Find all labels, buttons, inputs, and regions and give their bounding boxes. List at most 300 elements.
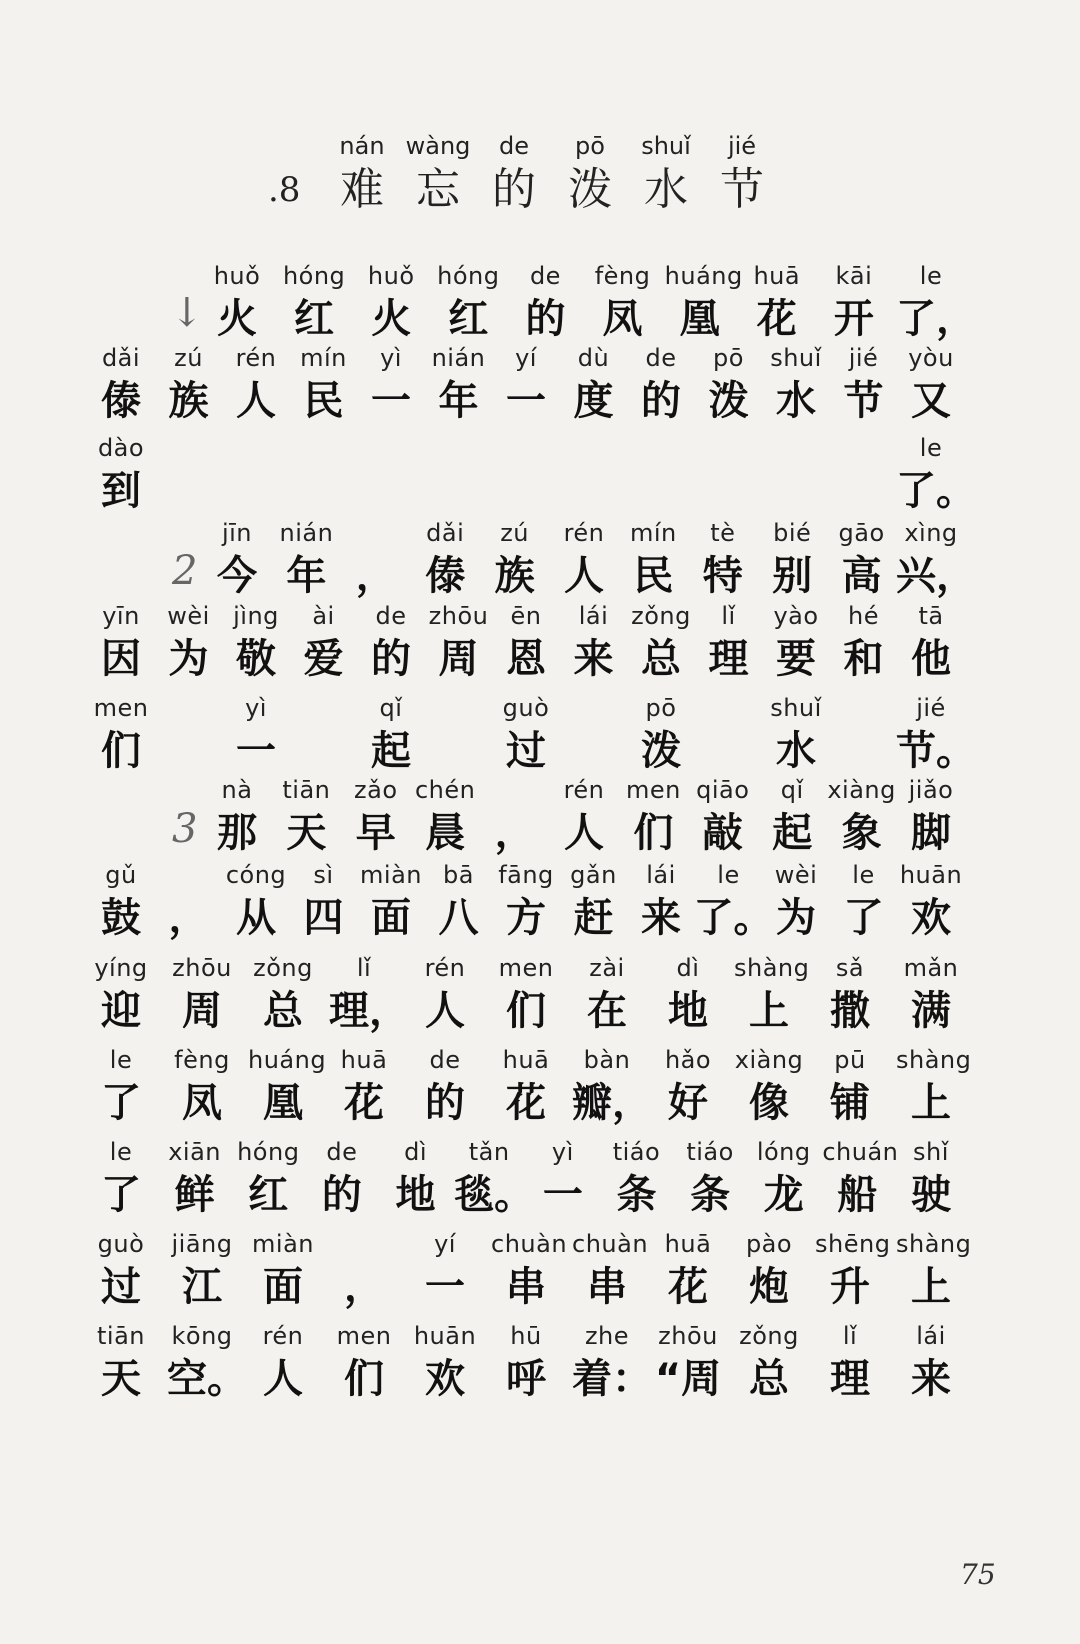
pinyin: lái [578, 602, 609, 630]
hanzi: 敬 [236, 636, 276, 682]
char-cell [356, 857, 426, 943]
char-cell [822, 1134, 899, 1220]
title-char [704, 130, 780, 218]
pinyin: le [919, 262, 943, 290]
pinyin: wèi [774, 861, 818, 889]
char-cell [896, 1134, 966, 1220]
pinyin: gāo [838, 519, 885, 547]
hanzi: 度 [573, 378, 614, 424]
hanzi: ， [168, 895, 209, 941]
pinyin: chuán [822, 1138, 899, 1166]
pinyin: xiān [168, 1138, 222, 1166]
char-cell [480, 772, 550, 858]
title-hanzi: 难 [340, 164, 384, 215]
hanzi: 兴， [896, 553, 976, 599]
char-cell [896, 340, 966, 426]
text-line [92, 515, 976, 599]
char-cell [341, 772, 411, 858]
hanzi: 江 [182, 1264, 222, 1310]
hanzi: 傣 [101, 378, 141, 424]
pinyin: dǎi [426, 519, 465, 547]
pinyin: yīn [102, 602, 140, 630]
hanzi: 要 [776, 636, 816, 682]
hanzi: 花 [344, 1080, 384, 1126]
char-cell [626, 340, 696, 426]
char-cell [279, 258, 349, 344]
hanzi: 驶 [911, 1172, 951, 1218]
pinyin: hǎo [664, 1046, 712, 1074]
pinyin: chuàn [491, 1230, 568, 1258]
pinyin: huān [899, 861, 963, 889]
char-cell [618, 772, 688, 858]
char-cell [896, 950, 966, 1036]
hanzi: 泼 [641, 728, 681, 774]
pinyin: kōng [171, 1322, 233, 1350]
char-cell [154, 598, 224, 684]
pinyin: mín [300, 344, 347, 372]
char-cell [757, 515, 827, 601]
pinyin: rén [235, 344, 277, 372]
char-cell [827, 515, 897, 601]
pinyin: cóng [225, 861, 287, 889]
title-pinyin: wàng [405, 132, 471, 160]
char-cell [86, 598, 156, 684]
pinyin: shàng [896, 1046, 972, 1074]
hanzi: 人 [263, 1356, 303, 1402]
pinyin: kāi [835, 262, 873, 290]
hanzi: 好 [668, 1080, 708, 1126]
hanzi: 脚 [911, 810, 951, 856]
char-cell [491, 1226, 568, 1312]
char-cell [356, 258, 426, 344]
hanzi: 理 [830, 1356, 870, 1402]
hanzi: 理 [708, 636, 749, 682]
pinyin: guò [502, 694, 550, 722]
hanzi: 欢 [911, 895, 951, 941]
hanzi: 水 [776, 378, 816, 424]
char-cell [248, 1226, 318, 1312]
text-line [92, 857, 963, 941]
pinyin: dào [97, 434, 145, 462]
char-cell [626, 857, 696, 943]
char-cell [829, 857, 899, 943]
char-cell [289, 340, 359, 426]
char-cell [410, 1318, 480, 1404]
char-cell [626, 690, 696, 776]
hanzi: 的 [641, 378, 681, 424]
char-cell [815, 1042, 885, 1128]
title-hanzi: 节 [720, 164, 764, 215]
pinyin: qiāo [696, 776, 750, 804]
hanzi: 敲 [702, 810, 743, 856]
pinyin: yào [773, 602, 819, 630]
hanzi: 他 [911, 636, 951, 682]
pinyin: de [429, 1046, 461, 1074]
char-cell [329, 950, 409, 1036]
char-cell [86, 950, 156, 1036]
char-cell [549, 515, 619, 601]
hanzi: 周 [182, 988, 222, 1034]
title-hanzi: 的 [492, 164, 536, 215]
hanzi: 民 [633, 553, 674, 599]
pinyin: tiáo [686, 1138, 734, 1166]
hanzi: 了， [896, 296, 976, 342]
char-cell [356, 690, 426, 776]
pinyin: hé [848, 602, 879, 630]
text-line [92, 598, 952, 682]
pinyin: hū [510, 1322, 542, 1350]
hanzi: 了 [101, 1172, 141, 1218]
title-pinyin: nán [339, 132, 385, 160]
pinyin: yíng [94, 954, 148, 982]
pinyin: pō [645, 694, 677, 722]
char-cell [896, 430, 976, 516]
text-line [92, 1226, 972, 1310]
char-cell [528, 1134, 598, 1220]
char-cell [688, 515, 758, 601]
char-cell [742, 258, 812, 344]
char-cell [341, 515, 411, 601]
hanzi: 的 [371, 636, 411, 682]
pinyin: tiān [97, 1322, 145, 1350]
pinyin: lái [646, 861, 676, 889]
pinyin: hóng [237, 1138, 300, 1166]
text-line [92, 690, 976, 774]
pinyin: shàng [734, 954, 810, 982]
char-cell [572, 950, 642, 1036]
pinyin: fèng [174, 1046, 230, 1074]
char-cell [491, 690, 561, 776]
char-cell [827, 772, 897, 858]
pinyin: men [336, 1322, 392, 1350]
title-hanzi: 忘 [416, 164, 460, 215]
pinyin: pō [713, 344, 744, 372]
pinyin [480, 772, 550, 808]
char-cell [819, 258, 889, 344]
pinyin: lǐ [356, 954, 372, 982]
char-cell [86, 1226, 156, 1312]
pinyin: ài [312, 602, 335, 630]
hanzi: ， [344, 1264, 384, 1310]
char-cell [86, 1134, 156, 1220]
pinyin: dù [577, 344, 610, 372]
pinyin: huā [340, 1046, 388, 1074]
pinyin: jiǎo [908, 776, 954, 804]
hanzi: 们 [506, 988, 546, 1034]
char-cell [734, 1042, 804, 1128]
pinyin: yì [380, 344, 402, 372]
lesson-title [0, 130, 1080, 230]
lesson-number: .8 [268, 170, 301, 210]
title-pinyin: jié [727, 132, 757, 160]
hanzi: 上 [749, 988, 789, 1034]
hanzi: 的 [425, 1080, 465, 1126]
char-cell [329, 1226, 399, 1312]
hanzi: 傣 [425, 553, 466, 599]
char-cell [154, 857, 224, 943]
pinyin: qǐ [780, 776, 804, 804]
hanzi: 节 [843, 378, 884, 424]
pinyin: le [717, 861, 740, 889]
hanzi: 总 [749, 1356, 789, 1402]
char-cell [815, 1226, 891, 1312]
char-cell [154, 340, 224, 426]
hanzi: 在 [587, 988, 627, 1034]
hanzi: 人 [564, 810, 604, 856]
hanzi: 因 [101, 636, 141, 682]
pinyin: huā [664, 1230, 712, 1258]
hanzi: 方 [506, 895, 546, 941]
pinyin: bié [773, 519, 812, 547]
pinyin: fèng [594, 262, 651, 290]
char-cell [410, 772, 480, 858]
text-line [92, 340, 954, 424]
pinyin: pào [745, 1230, 793, 1258]
pinyin: de [645, 344, 677, 372]
hanzi: 面 [371, 895, 411, 941]
pinyin: zǒng [253, 954, 313, 982]
char-cell [572, 1318, 652, 1404]
hanzi: 凰 [263, 1080, 303, 1126]
hanzi: 花 [506, 1080, 546, 1126]
pinyin: huǒ [367, 262, 415, 290]
hanzi: ， [355, 553, 396, 599]
pinyin: men [93, 694, 149, 722]
pinyin: lóng [756, 1138, 811, 1166]
hanzi: 从 [236, 895, 276, 941]
pinyin: chuàn [572, 1230, 649, 1258]
pinyin: mǎn [903, 954, 959, 982]
margin-mark-2: 2 [172, 548, 198, 594]
pinyin: jìng [233, 602, 279, 630]
char-cell [694, 340, 764, 426]
pinyin: zhōu [428, 602, 489, 630]
hanzi: 们 [344, 1356, 384, 1402]
pinyin: sì [313, 861, 334, 889]
hanzi: 鲜 [174, 1172, 215, 1218]
pinyin [341, 515, 411, 551]
pinyin: miàn [360, 861, 422, 889]
char-cell [510, 258, 580, 344]
pinyin: tè [710, 519, 736, 547]
hanzi: 满 [911, 988, 951, 1034]
hanzi: 地 [395, 1172, 436, 1218]
char-cell [559, 340, 629, 426]
char-cell [329, 1318, 399, 1404]
pinyin: fāng [498, 861, 554, 889]
hanzi: 水 [776, 728, 816, 774]
hanzi: 龙 [763, 1172, 804, 1218]
text-line [92, 1042, 972, 1126]
pinyin: shǐ [913, 1138, 949, 1166]
title-pinyin: pō [575, 132, 605, 160]
title-pinyin: shuǐ [641, 132, 691, 160]
hanzi: 高 [841, 553, 882, 599]
title-pinyin: de [499, 132, 529, 160]
hanzi: 火 [371, 296, 412, 342]
hanzi: 花 [756, 296, 797, 342]
hanzi: 象 [841, 810, 882, 856]
char-cell [693, 857, 774, 943]
pinyin: ēn [510, 602, 542, 630]
hanzi: 民 [303, 378, 344, 424]
hanzi: 为 [168, 636, 209, 682]
char-cell [761, 857, 831, 943]
char-cell [588, 258, 658, 344]
pinyin: bàn [583, 1046, 631, 1074]
hanzi: 了 [843, 895, 884, 941]
char-cell [896, 1226, 972, 1312]
char-cell [410, 1042, 480, 1128]
pinyin: lǐ [721, 602, 736, 630]
hanzi: 一 [236, 728, 276, 774]
char-cell [734, 1226, 804, 1312]
title-hanzi: 水 [644, 164, 688, 215]
char-cell [761, 690, 831, 776]
hanzi: 红 [448, 296, 489, 342]
char-cell [896, 772, 966, 858]
pinyin: xiàng [827, 776, 896, 804]
hanzi: 上 [911, 1080, 951, 1126]
char-cell [289, 857, 359, 943]
pinyin: le [109, 1138, 133, 1166]
hanzi: 面 [263, 1264, 303, 1310]
pinyin: tā [918, 602, 944, 630]
char-cell [221, 690, 291, 776]
hanzi: 的 [525, 296, 566, 342]
char-cell [248, 950, 318, 1036]
pinyin: wèi [167, 602, 210, 630]
pinyin: chén [414, 776, 476, 804]
char-cell [601, 1134, 671, 1220]
hanzi: 的 [321, 1172, 362, 1218]
char-cell [491, 340, 561, 426]
pinyin: le [109, 1046, 133, 1074]
hanzi: 迎 [101, 988, 141, 1034]
hanzi: 四 [303, 895, 344, 941]
pinyin: dì [676, 954, 700, 982]
hanzi: 毯。 [454, 1172, 535, 1218]
pinyin: zǎo [354, 776, 398, 804]
hanzi: 撒 [830, 988, 870, 1034]
char-cell [167, 1318, 247, 1404]
pinyin: rén [424, 954, 466, 982]
char-cell [248, 1042, 327, 1128]
hanzi: 节。 [896, 728, 976, 774]
hanzi: 红 [294, 296, 335, 342]
char-cell [572, 1042, 652, 1128]
hanzi: 上 [911, 1264, 951, 1310]
hanzi: “周 [654, 1356, 722, 1402]
pinyin: tiáo [612, 1138, 661, 1166]
char-cell [202, 258, 272, 344]
hanzi: 凤 [602, 296, 643, 342]
hanzi: 来 [573, 636, 614, 682]
hanzi: 天 [286, 810, 327, 856]
title-hanzi: 泼 [568, 164, 612, 215]
pinyin: miàn [252, 1230, 314, 1258]
char-cell [233, 1134, 303, 1220]
char-cell [549, 772, 619, 858]
char-cell [559, 857, 629, 943]
pinyin: shuǐ [770, 694, 822, 722]
hanzi: 别 [772, 553, 813, 599]
hanzi: 特 [702, 553, 743, 599]
pinyin: shuǐ [770, 344, 822, 372]
hanzi: 们 [101, 728, 141, 774]
page-number: 75 [960, 1558, 996, 1591]
pinyin: xìng [904, 519, 958, 547]
hanzi: 火 [217, 296, 257, 342]
hanzi: 晨 [425, 810, 466, 856]
hanzi: 一 [542, 1172, 583, 1218]
char-cell [653, 950, 723, 1036]
char-cell [86, 690, 156, 776]
hanzi: 人 [236, 378, 276, 424]
char-cell [896, 515, 976, 601]
hanzi: 周 [438, 636, 479, 682]
hanzi: 铺 [830, 1080, 870, 1126]
char-cell [761, 598, 831, 684]
pinyin: guò [97, 1230, 145, 1258]
pinyin: huān [413, 1322, 477, 1350]
pinyin: jié [916, 694, 946, 722]
hanzi: 年 [286, 553, 327, 599]
char-cell [491, 598, 561, 684]
char-cell [491, 1318, 561, 1404]
pinyin [154, 857, 224, 893]
char-cell [815, 950, 885, 1036]
char-cell [896, 857, 966, 943]
char-cell [424, 857, 494, 943]
pinyin: pū [834, 1046, 866, 1074]
hanzi: 八 [438, 895, 479, 941]
hanzi: 了。 [896, 468, 976, 514]
hanzi: 了 [101, 1080, 141, 1126]
title-char [628, 130, 704, 218]
pinyin: huā [753, 262, 801, 290]
char-cell [86, 430, 156, 516]
pinyin: mín [630, 519, 677, 547]
hanzi: 升 [830, 1264, 870, 1310]
char-cell [86, 340, 156, 426]
char-cell [896, 258, 976, 344]
char-cell [896, 1042, 972, 1128]
char-cell [626, 598, 696, 684]
pinyin: tǎn [468, 1138, 510, 1166]
pinyin: nián [279, 519, 334, 547]
hanzi: 像 [749, 1080, 789, 1126]
pinyin: shēng [815, 1230, 891, 1258]
pinyin: hóng [437, 262, 500, 290]
char-cell [381, 1134, 451, 1220]
hanzi: 欢 [425, 1356, 465, 1402]
char-cell [86, 1318, 156, 1404]
char-cell [491, 857, 561, 943]
char-cell [271, 772, 341, 858]
char-cell [815, 1318, 885, 1404]
hanzi: 爱 [303, 636, 344, 682]
margin-mark-3: 3 [172, 806, 198, 852]
char-cell [307, 1134, 377, 1220]
hanzi: 族 [494, 553, 535, 599]
pinyin: yí [515, 344, 537, 372]
pinyin: zǒng [739, 1322, 799, 1350]
char-cell [248, 1318, 318, 1404]
char-cell [160, 1134, 230, 1220]
hanzi: 到 [101, 468, 141, 514]
char-cell [896, 598, 966, 684]
